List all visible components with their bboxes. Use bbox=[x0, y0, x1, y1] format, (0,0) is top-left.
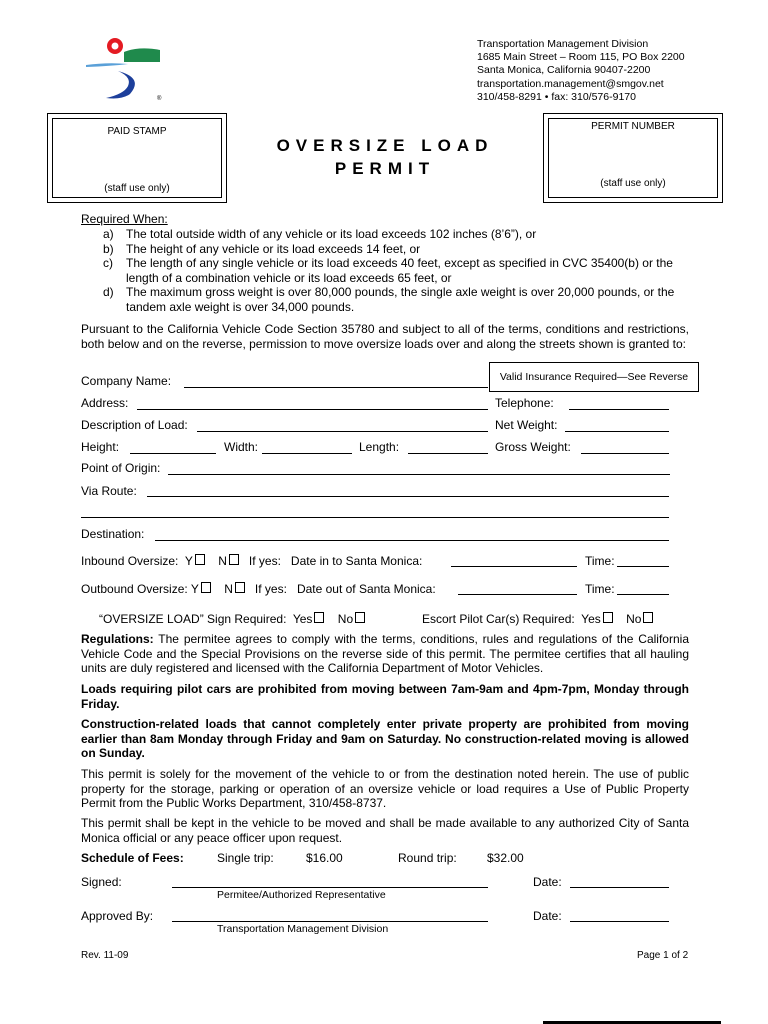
outbound-time-field[interactable] bbox=[617, 594, 669, 595]
address-field[interactable] bbox=[137, 409, 488, 410]
list-item: c) The length of any single vehicle or its load exceeds 40 feet, except as specified in CVC 35400(b) or the length of a combination vehicle or its load exceeds 65 feet, or bbox=[103, 256, 673, 285]
outbound-yes-checkbox[interactable] bbox=[201, 582, 211, 593]
paid-stamp-box bbox=[47, 113, 227, 203]
single-trip-label: Single trip: bbox=[217, 851, 274, 865]
outbound-row: Outbound Oversize: Y N If yes: Date out of Santa Monica: bbox=[81, 582, 436, 596]
paid-stamp-note: (staff use only) bbox=[104, 183, 170, 194]
signed-caption: Permitee/Authorized Representative bbox=[217, 889, 386, 901]
inbound-no-checkbox[interactable] bbox=[229, 554, 239, 565]
height-label: Height: bbox=[81, 440, 120, 454]
list-item: d) The maximum gross weight is over 80,000 pounds, the single axle weight is over 20,000 pounds, or the tandem axle weight is over 34,000 pounds. bbox=[103, 285, 675, 314]
svg-text:®: ® bbox=[157, 96, 162, 102]
address-label: Address: bbox=[81, 396, 129, 410]
regulations-paragraph bbox=[81, 632, 689, 676]
length-label: Length: bbox=[359, 440, 400, 454]
inbound-label: Inbound Oversize: bbox=[81, 554, 179, 568]
round-trip-value: $32.00 bbox=[487, 851, 524, 865]
list-item: a) The total outside width of any vehicle or its load exceeds 102 inches (8’6”), or bbox=[103, 227, 537, 241]
length-field[interactable] bbox=[408, 453, 488, 454]
pursuant-paragraph: Pursuant to the California Vehicle Code Section 35780 and subject to all of the terms, conditions and restrictions, both below and on the reverse, permission to move oversize loads over and along the streets shown is granted to: bbox=[81, 322, 689, 351]
address-line: 1685 Main Street – Room 115, PO Box 2200 bbox=[477, 51, 685, 64]
inbound-row: Inbound Oversize: Y N If yes: Date in to Santa Monica: bbox=[81, 554, 423, 568]
sign-yes-checkbox[interactable] bbox=[314, 612, 324, 623]
signed-date-field[interactable] bbox=[570, 887, 669, 888]
via-route-label: Via Route: bbox=[81, 484, 137, 498]
destination-field[interactable] bbox=[155, 540, 669, 541]
approval-field[interactable] bbox=[172, 921, 488, 922]
insurance-note: Valid Insurance Required—See Reverse bbox=[489, 362, 699, 392]
net-weight-label: Net Weight: bbox=[495, 418, 558, 432]
address-line-phone: 310/458-8291 • fax: 310/576-9170 bbox=[477, 90, 636, 103]
signature-field[interactable] bbox=[172, 887, 488, 888]
escort-row: Escort Pilot Car(s) Required: Yes No bbox=[422, 612, 653, 626]
round-trip-label: Round trip: bbox=[398, 851, 457, 865]
pilot-cars-notice: Loads requiring pilot cars are prohibited from moving between 7am-9am and 4pm-7pm, Monday through Friday. bbox=[81, 682, 689, 711]
via-route-field[interactable] bbox=[147, 496, 669, 497]
company-name-field[interactable] bbox=[184, 387, 488, 388]
page-number: Page 1 of 2 bbox=[637, 950, 689, 961]
regulations-heading: Regulations: bbox=[81, 632, 154, 646]
telephone-label: Telephone: bbox=[495, 396, 554, 410]
gross-weight-label: Gross Weight: bbox=[495, 440, 571, 454]
division-address bbox=[477, 38, 685, 104]
approved-caption: Transportation Management Division bbox=[217, 923, 389, 935]
regulations-text: The permitee agrees to comply with the terms, conditions, rules and regulations of the California Vehicle Code and the Special Provisions on the reverse side of this permit. The permitee certifies that all hauling units are duly registered and licensed with the California Department of Motor Vehicles. bbox=[81, 632, 689, 675]
kept-paragraph: This permit shall be kept in the vehicle to be moved and shall be made available to any authorized City of Santa Monica official or any peace officer upon request. bbox=[81, 816, 689, 845]
sign-required-label: “OVERSIZE LOAD” Sign Required: bbox=[99, 612, 287, 626]
address-line-email: transportation.management@smgov.net bbox=[477, 77, 664, 90]
city-logo-icon bbox=[84, 34, 164, 102]
origin-field[interactable] bbox=[168, 474, 670, 475]
inbound-time-label: Time: bbox=[585, 554, 615, 568]
fees-label: Schedule of Fees: bbox=[81, 851, 184, 865]
outbound-date-field[interactable] bbox=[458, 594, 577, 595]
width-label: Width: bbox=[224, 440, 259, 454]
telephone-field[interactable] bbox=[569, 409, 669, 410]
signed-date-label: Date: bbox=[533, 875, 562, 889]
escort-label: Escort Pilot Car(s) Required: bbox=[422, 612, 575, 626]
paid-stamp-label: PAID STAMP bbox=[107, 126, 167, 137]
approved-label: Approved By: bbox=[81, 909, 154, 923]
address-line: Transportation Management Division bbox=[477, 38, 649, 50]
permit-number-box bbox=[543, 113, 723, 203]
net-weight-field[interactable] bbox=[565, 431, 669, 432]
escort-no-checkbox[interactable] bbox=[643, 612, 653, 623]
company-name-label: Company Name: bbox=[81, 374, 172, 388]
description-field[interactable] bbox=[197, 431, 488, 432]
gross-weight-field[interactable] bbox=[581, 453, 669, 454]
required-when-list bbox=[103, 227, 693, 314]
height-field[interactable] bbox=[130, 453, 216, 454]
list-item: b) The height of any vehicle or its load exceeds 14 feet, or bbox=[103, 241, 421, 256]
destination-label: Destination: bbox=[81, 527, 145, 541]
signed-label: Signed: bbox=[81, 875, 122, 889]
permit-number-label: PERMIT NUMBER bbox=[591, 121, 675, 132]
approved-date-label: Date: bbox=[533, 909, 562, 923]
origin-label: Point of Origin: bbox=[81, 461, 161, 475]
solely-paragraph: This permit is solely for the movement of the vehicle to or from the destination noted herein. The use of public property for the storage, parking or operation of an oversize vehicle or load requires a Use of Public Property Permit from the Public Works Department, 310/458-8737. bbox=[81, 767, 689, 810]
sign-no-checkbox[interactable] bbox=[355, 612, 365, 623]
inbound-yes-checkbox[interactable] bbox=[195, 554, 205, 565]
escort-yes-checkbox[interactable] bbox=[603, 612, 613, 623]
address-line: Santa Monica, California 90407-2200 bbox=[477, 64, 651, 77]
outbound-no-checkbox[interactable] bbox=[235, 582, 245, 593]
page-title: OVERSIZE LOAD PERMIT bbox=[276, 136, 494, 178]
revision-label: Rev. 11-09 bbox=[81, 950, 129, 961]
description-label: Description of Load: bbox=[81, 418, 188, 432]
approved-date-field[interactable] bbox=[570, 921, 669, 922]
inbound-time-field[interactable] bbox=[617, 566, 669, 567]
sign-required-row: “OVERSIZE LOAD” Sign Required: Yes No bbox=[99, 612, 365, 626]
permit-number-note: (staff use only) bbox=[600, 178, 666, 189]
inbound-date-field[interactable] bbox=[451, 566, 577, 567]
required-when-heading: Required When: bbox=[81, 212, 168, 226]
outbound-label: Outbound Oversize: bbox=[81, 582, 188, 596]
single-trip-value: $16.00 bbox=[306, 851, 343, 865]
construction-notice: Construction-related loads that cannot completely enter private property are prohibited from moving earlier than 8am Monday through Friday and 9am on Saturday. No construction-related moving is allowed on Sunday. bbox=[81, 717, 689, 760]
width-field[interactable] bbox=[262, 453, 352, 454]
via-route-field-2[interactable] bbox=[81, 517, 669, 518]
outbound-time-label: Time: bbox=[585, 582, 615, 596]
